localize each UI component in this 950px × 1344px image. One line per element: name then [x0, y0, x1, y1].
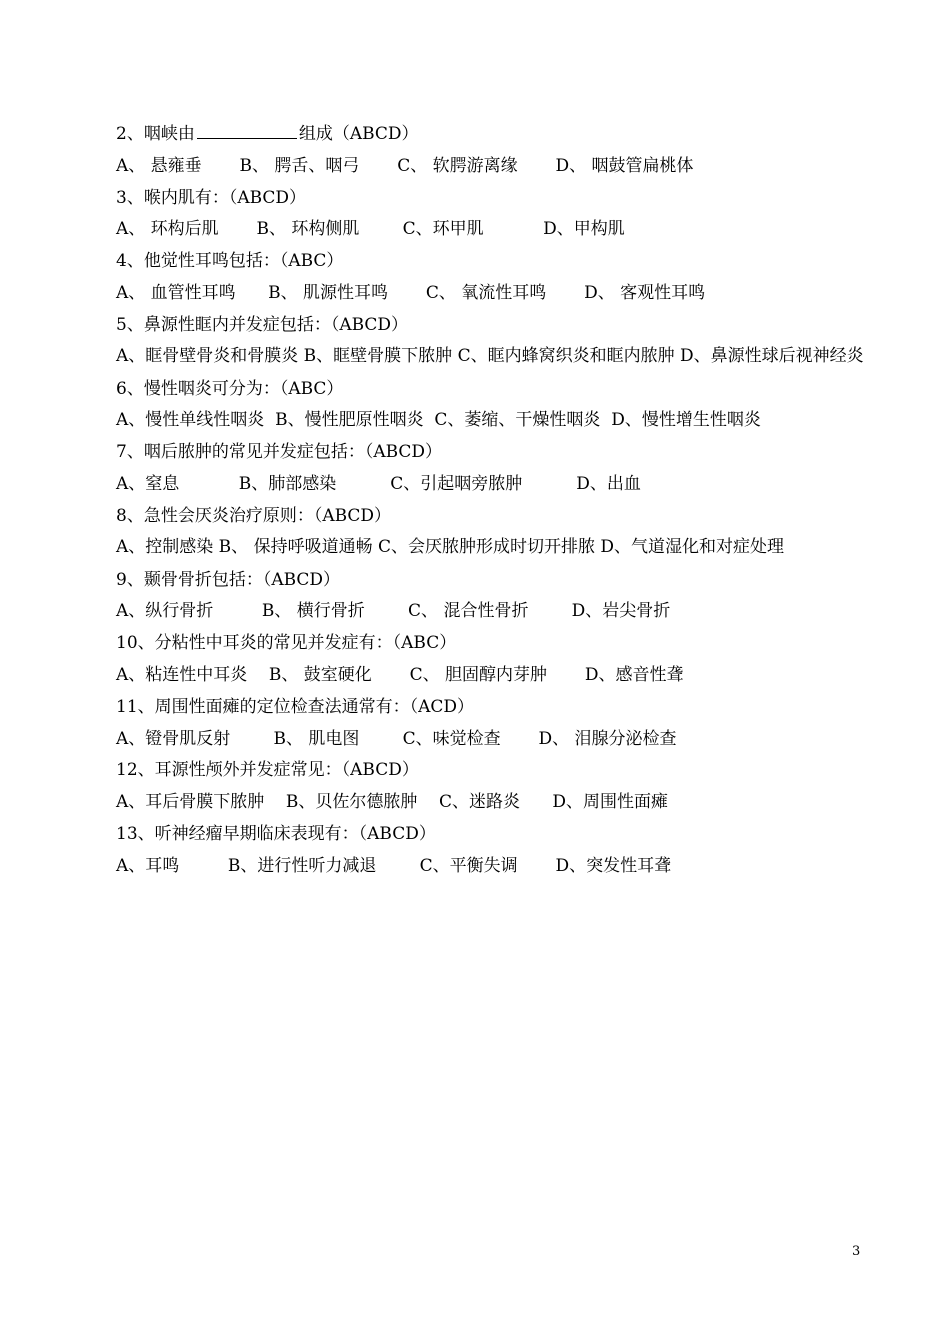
question-stem: 7、咽后脓肿的常见并发症包括：（ABCD）: [116, 442, 443, 463]
question-options: A、控制感染 B、 保持呼吸道通畅 C、会厌脓肿形成时切开排脓 D、气道湿化和对症处理: [116, 536, 785, 557]
answer-blank: [197, 123, 297, 139]
page-number: 3: [852, 1244, 861, 1259]
question-options: A、 环构后肌 B、 环构侧肌 C、环甲肌 D、甲构肌: [116, 219, 625, 240]
stem-suffix: 组成（ABCD）: [298, 124, 419, 144]
stem-prefix: 2、咽峡由: [116, 124, 195, 144]
question-stem: [116, 119, 876, 151]
question-options: A、镫骨肌反射 B、 肌电图 C、味觉检查 D、 泪腺分泌检查: [116, 728, 677, 749]
question-options: A、耳后骨膜下脓肿 B、贝佐尔德脓肿 C、迷路炎 D、周围性面瘫: [116, 792, 669, 813]
question-stem: 3、喉内肌有：（ABCD）: [116, 187, 307, 208]
question-options: A、慢性单线性咽炎 B、慢性肥原性咽炎 C、萎缩、干燥性咽炎 D、慢性增生性咽炎: [116, 410, 761, 431]
question-options: A、纵行骨折 B、 横行骨折 C、 混合性骨折 D、岩尖骨折: [116, 601, 671, 622]
question-stem: 11、周围性面瘫的定位检查法通常有：（ACD）: [116, 696, 475, 717]
question-stem: 13、听神经瘤早期临床表现有：（ABCD）: [116, 823, 436, 844]
question-stem: 10、分粘性中耳炎的常见并发症有：（ABC）: [116, 633, 457, 654]
question-stem: 12、耳源性颅外并发症常见：（ABCD）: [116, 760, 419, 781]
question-list: [116, 119, 876, 883]
question-stem: 5、鼻源性眶内并发症包括：（ABCD）: [116, 314, 409, 335]
question-options: A、 血管性耳鸣 B、 肌源性耳鸣 C、 氧流性耳鸣 D、 客观性耳鸣: [116, 282, 706, 303]
question-stem: 8、急性会厌炎治疗原则：（ABCD）: [116, 505, 392, 526]
question-options: A、 悬雍垂 B、 腭舌、咽弓 C、 软腭游离缘 D、 咽鼓管扁桃体: [116, 155, 694, 176]
question-stem: 6、慢性咽炎可分为：（ABC）: [116, 378, 344, 399]
question-options: A、眶骨壁骨炎和骨膜炎 B、眶壁骨膜下脓肿 C、眶内蜂窝织炎和眶内脓肿 D、鼻源性球后视神经炎: [116, 345, 864, 366]
question-options: A、粘连性中耳炎 B、 鼓室硬化 C、 胆固醇内芽肿 D、感音性聋: [116, 664, 684, 685]
question-options: A、耳鸣 B、进行性听力减退 C、平衡失调 D、突发性耳聋: [116, 855, 672, 876]
question-stem: 9、颞骨骨折包括：（ABCD）: [116, 569, 341, 590]
question-stem: 4、他觉性耳鸣包括：（ABC）: [116, 251, 344, 272]
question-options: A、窒息 B、肺部感染 C、引起咽旁脓肿 D、出血: [116, 473, 641, 494]
